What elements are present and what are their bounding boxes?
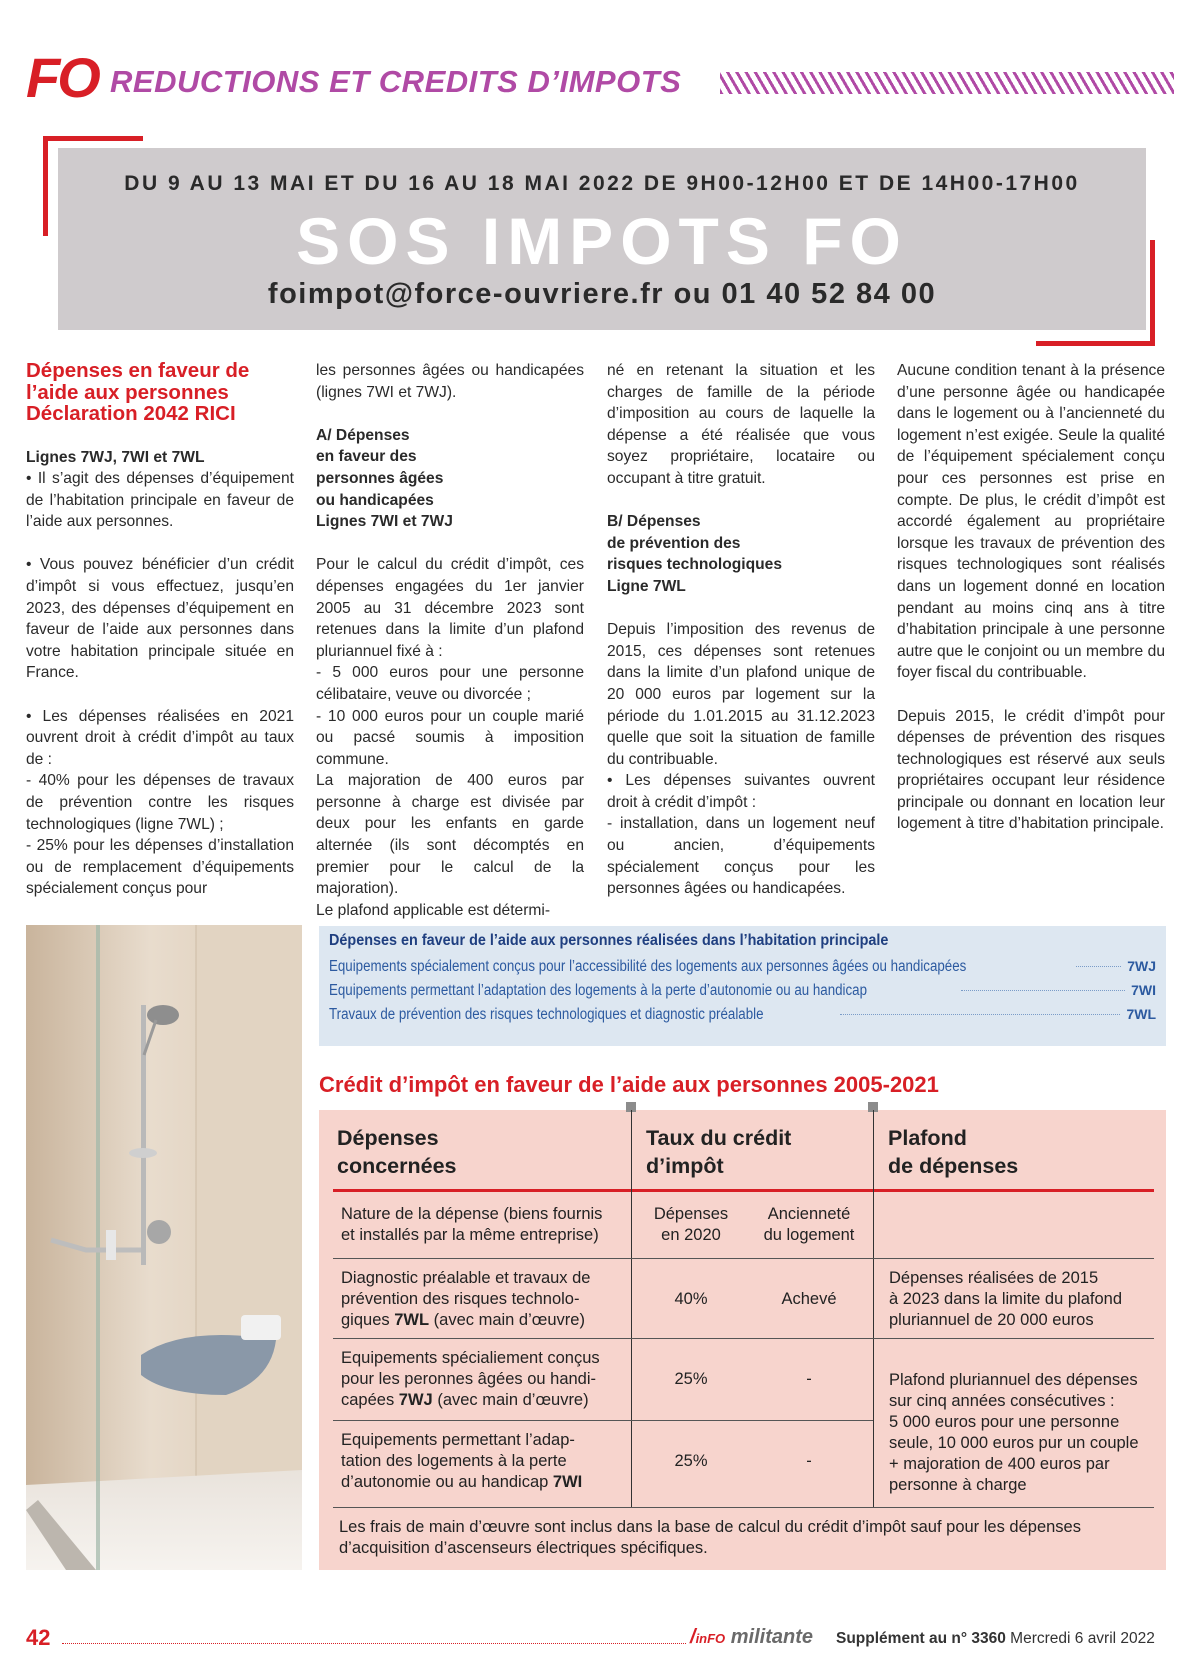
paragraph: La majoration de 400 euros par personne à charge est divisée par deux pour les enfants en garde alternée (ils sont décomptés en premier pour le calcul de la majoration). xyxy=(316,772,584,898)
subheading: de prévention des xyxy=(607,534,741,552)
shower-photo xyxy=(26,925,302,1570)
form-heading: Dépenses en faveur de l’aide aux personnes réalisées dans l’habitation principale xyxy=(329,932,889,949)
table-title: Crédit d’impôt en faveur de l’aide aux personnes 2005-2021 xyxy=(319,1072,939,1097)
table-row-7wl: Diagnostic préalable et travaux de prévention des risques technolo- giques 7WL (avec main d’œuvre) xyxy=(341,1269,591,1329)
row-divider xyxy=(333,1420,873,1421)
footer-dotted-line xyxy=(62,1643,686,1644)
paragraph: né en retenant la situation et les charges de famille de la période d’imposition au cours de laquelle la dépense a été réalisée que vous soyez propriétaire, locataire ou occupant à titre gratuit. xyxy=(607,362,875,487)
subheading: B/ Dépenses xyxy=(607,513,701,531)
banner-dates: DU 9 AU 13 MAI ET DU 16 AU 18 MAI 2022 DE 9H00-12H00 ET DE 14H00-17H00 xyxy=(124,172,1080,195)
header-rule xyxy=(333,1189,1154,1192)
subheading: risques technologiques xyxy=(607,556,783,574)
cell-anciennete-value: - xyxy=(806,1452,812,1470)
cell-anciennete-value: - xyxy=(806,1370,812,1388)
bracket-bottom-right xyxy=(1150,240,1155,346)
cell-nature: Nature de la dépense (biens fournis et installés par la même entreprise) xyxy=(341,1205,603,1244)
paragraph: • Vous pouvez bénéficier d’un crédit d’impôt si vous effectuez, jusqu’en 2023, des dépenses d’équipement en faveur de l’aide aux personnes dans votre habitation principale située en France. xyxy=(26,556,294,682)
paragraph: - 10 000 euros pour un couple marié ou pacsé soumis à imposition commune. xyxy=(316,707,584,768)
form-row-7wl xyxy=(329,1006,1156,1024)
credit-table xyxy=(319,1110,1166,1570)
column-header-plafond: Plafond de dépenses xyxy=(888,1126,1019,1178)
paragraph: - 40% pour les dépenses de travaux de prévention contre les risques technologiques (ligne 7WL) ; xyxy=(26,772,294,833)
banner-contact[interactable]: foimpot@force-ouvriere.fr ou 01 40 52 84 00 xyxy=(267,278,937,310)
row-divider xyxy=(333,1507,1154,1508)
paragraph: Aucune condition tenant à la présence d’une personne âgée ou handicapée dans le logement ou à l’ancienneté du logement n’est exigée. Seule la qualité de l’équipement spécialement conçu pour ces personnes est prise en compte. De plus, le crédit d’impôt est accordé également au propriétaire lorsque les travaux de prévention des risques technologiques sont réalisés dans un logement donné en location pendant au moins cinq ans à titre d’habitation principale à une personne autre que le conjoint ou un membre du foyer fiscal du contribuable. xyxy=(897,362,1165,682)
row-divider xyxy=(333,1338,1154,1339)
cell-rate: 25% xyxy=(674,1370,708,1388)
form-row-label: Travaux de prévention des risques technologiques et diagnostic préalable xyxy=(329,1006,764,1023)
article-column-3 xyxy=(607,360,875,900)
subheading: Lignes 7WJ, 7WI et 7WL xyxy=(26,448,205,466)
paragraph: - installation, dans un logement neuf ou ancien, d’équipements spécialement conçus pour les personnes âgées ou handicapées. xyxy=(607,815,875,898)
table-note: Les frais de main d’œuvre sont inclus dans la base de calcul du crédit d’impôt sauf pour les dépenses d’acquisition d’ascenseurs électriques spécifiques. xyxy=(339,1518,1081,1557)
form-row-label: Equipements permettant l’adaptation des logements à la perte d’autonomie ou au handicap xyxy=(329,982,868,999)
hatch-decoration xyxy=(720,72,1174,94)
form-row-code: 7WJ xyxy=(1127,958,1156,974)
paragraph: • Les dépenses réalisées en 2021 ouvrent droit à crédit d’impôt au taux de : xyxy=(26,707,294,768)
paragraph: - 5 000 euros pour une personne célibataire, veuve ou divorcée ; xyxy=(316,664,584,703)
section-title: REDUCTIONS ET CREDITS D’IMPOTS xyxy=(110,64,682,99)
table-row-7wj: Equipements spécialiement conçus pour les peronnes âgées ou handi- capées 7WJ (avec main d’œuvre) xyxy=(341,1349,600,1409)
article-column-2 xyxy=(316,360,584,921)
paragraph: Pour le calcul du crédit d’impôt, ces dépenses engagées du 1er janvier 2005 au 31 décembre 2023 sont retenues dans la limite d’un plafond pluriannuel fixé à : xyxy=(316,556,584,660)
tax-form-excerpt xyxy=(319,926,1166,1046)
column-divider xyxy=(873,1110,874,1508)
cell-depenses-2020: Dépenses en 2020 xyxy=(653,1205,729,1244)
paragraph: - 25% pour les dépenses d’installation ou de remplacement d’équipements spécialement conçus pour xyxy=(26,837,294,898)
column-divider xyxy=(631,1110,632,1508)
bracket-bottom-right-h xyxy=(1036,341,1155,346)
subheading: Lignes 7WI et 7WJ xyxy=(316,513,453,531)
cell-rate: 25% xyxy=(674,1452,708,1470)
subheading: ou handicapées xyxy=(316,491,434,509)
page-number: 42 xyxy=(26,1625,51,1650)
column-heading: Dépenses en faveur de l’aide aux personnes Déclaration 2042 RICI xyxy=(26,359,250,425)
row-divider xyxy=(333,1258,1154,1259)
cell-anciennete: Ancienneté du logement xyxy=(763,1205,855,1244)
paragraph: • Il s’agit des dépenses d’équipement de l’habitation principale en faveur de l’aide aux personnes. xyxy=(26,470,294,531)
issue-info: Supplément au n° 3360 Mercredi 6 avril 2022 xyxy=(836,1630,1155,1647)
cell-anciennete-value: Achevé xyxy=(781,1290,837,1308)
subheading: Ligne 7WL xyxy=(607,577,686,595)
form-row-code: 7WL xyxy=(1126,1006,1156,1022)
form-row-7wi xyxy=(329,982,1156,1000)
bracket-top-left-h xyxy=(43,136,143,141)
article-column-4 xyxy=(897,360,1165,835)
publication-logo: /inFO militante xyxy=(690,1626,813,1648)
fo-logo: FO xyxy=(26,46,98,109)
cell-plafond: Dépenses réalisées de 2015 à 2023 dans la limite du plafond pluriannuel de 20 000 euros xyxy=(889,1269,1122,1329)
cell-plafond-shared: Plafond pluriannuel des dépenses sur cinq années consécutives : 5 000 euros pour une personne seule, 10 000 euros pur un couple + majoration de 400 euros par personne à charge xyxy=(889,1371,1139,1494)
form-row-7wj xyxy=(329,958,1156,976)
table-row-7wi: Equipements permettant l’adap- tation des logements à la perte d’autonomie ou au handicap 7WI xyxy=(341,1431,583,1491)
paragraph: Depuis 2015, le crédit d’impôt pour dépenses de prévention des risques technologiques est réservé aux seuls propriétaires occupant leur résidence principale ou donnant en location leur logement à titre d’habitation principale. xyxy=(897,707,1165,833)
form-row-code: 7WI xyxy=(1131,982,1156,998)
article-column-1 xyxy=(26,360,294,900)
paragraph: Depuis l’imposition des revenus de 2015, ces dépenses sont retenues dans la limite d’un plafond unique de 20 000 euros par logement sur la période du 1.01.2015 au 31.12.2023 quelle que soit la situation de famille du contribuable. xyxy=(607,621,875,768)
column-header-taux: Taux du crédit d’impôt xyxy=(646,1126,792,1178)
bracket-top-left xyxy=(43,136,48,236)
subheading: en faveur des xyxy=(316,448,417,466)
paragraph: Le plafond applicable est détermi- xyxy=(316,901,551,919)
paragraph: les personnes âgées ou handicapées (lignes 7WI et 7WJ). xyxy=(316,362,584,401)
subheading: A/ Dépenses xyxy=(316,426,410,444)
paragraph: • Les dépenses suivantes ouvrent droit à crédit d’impôt : xyxy=(607,772,875,811)
shower-illustration xyxy=(26,925,302,1570)
cell-rate: 40% xyxy=(674,1290,708,1308)
banner-title: SOS IMPOTS FO xyxy=(296,204,908,278)
form-row-label: Equipements spécialement conçus pour l’accessibilité des logements aux personnes âgées ou handicapées xyxy=(329,958,967,975)
column-header-depenses: Dépenses concernées xyxy=(337,1126,457,1178)
subheading: personnes âgées xyxy=(316,469,444,487)
